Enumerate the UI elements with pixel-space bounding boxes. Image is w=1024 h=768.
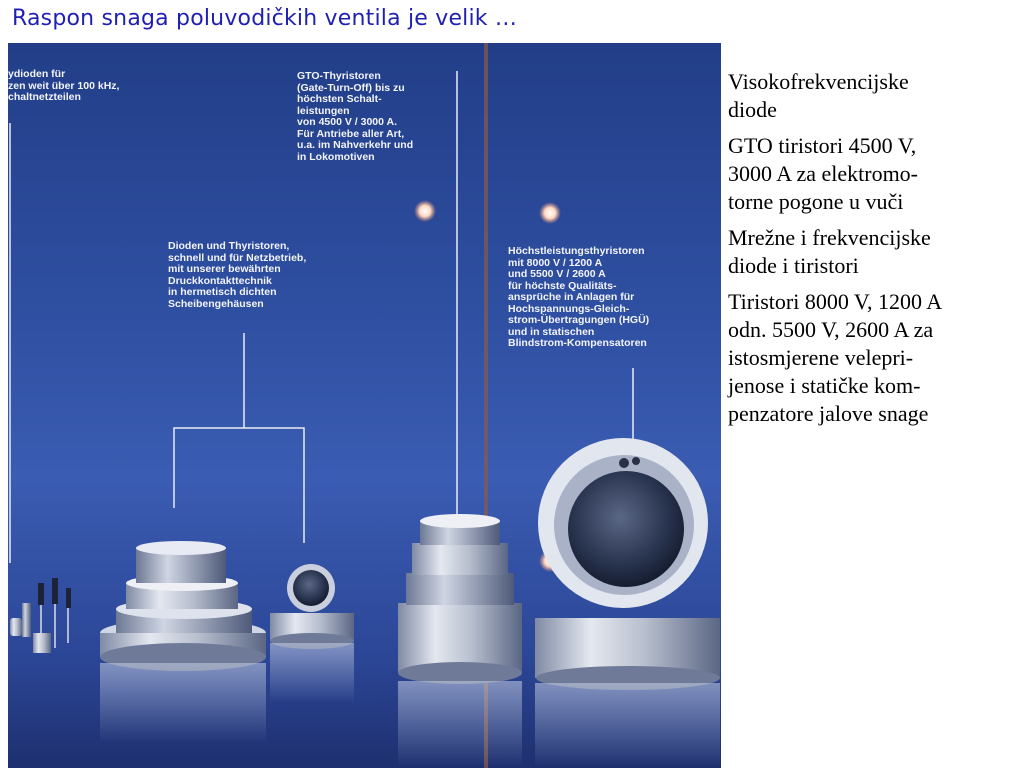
note-network-devices: Mrežne i frekvencijske diode i tiristori: [728, 225, 931, 278]
note-gto-thyristors: GTO tiristori 4500 V, 3000 A za elektromo- torne pogone u vuči: [728, 133, 919, 214]
note-high-power-thyristors: Tiristori 8000 V, 1200 A odn. 5500 V, 2600 A za istosmjerene velepri- jenose i statičke kom- penzatore jalove snage: [728, 289, 943, 426]
slide-title: Raspon snaga poluvodičkih ventila je velik …: [12, 6, 518, 31]
caption-gto-thyristors: GTO-Thyristoren (Gate-Turn-Off) bis zu höchsten Schalt- leistungen von 4500 V / 3000 A. Für Antriebe aller Art, u.a. im Nahverkehr und in Lokomotiven: [297, 70, 414, 163]
caption-network-devices: Dioden und Thyristoren, schnell und für Netzbetrieb, mit unserer bewährten Druckkontakttechnik in hermetisch dichten Scheibengehäusen: [168, 240, 307, 310]
caption-hf-diodes: ydioden für zen weit über 100 kHz, chaltnetzteilen: [8, 68, 120, 103]
note-hf-diodes: Visokofrekvencijske diode: [728, 69, 909, 122]
gto-puck: [270, 564, 354, 703]
semiconductor-photo: [8, 43, 721, 768]
caption-high-power-thyristors: Höchstleistungsthyristoren mit 8000 V / 1200 A und 5500 V / 2600 A für höchste Qualitäts- ansprüche in Anlagen für Hochspannungs-Gleich- strom-Übertragungen (HGÜ) und in statischen Blindstrom-Kompensatoren: [508, 245, 650, 349]
notes-list: [728, 68, 1018, 436]
tall-thyristor-stack: [398, 514, 522, 768]
disc-thyristor-stack-left: [100, 541, 266, 743]
small-diodes: [10, 578, 71, 653]
large-power-thyristor: [535, 438, 720, 768]
